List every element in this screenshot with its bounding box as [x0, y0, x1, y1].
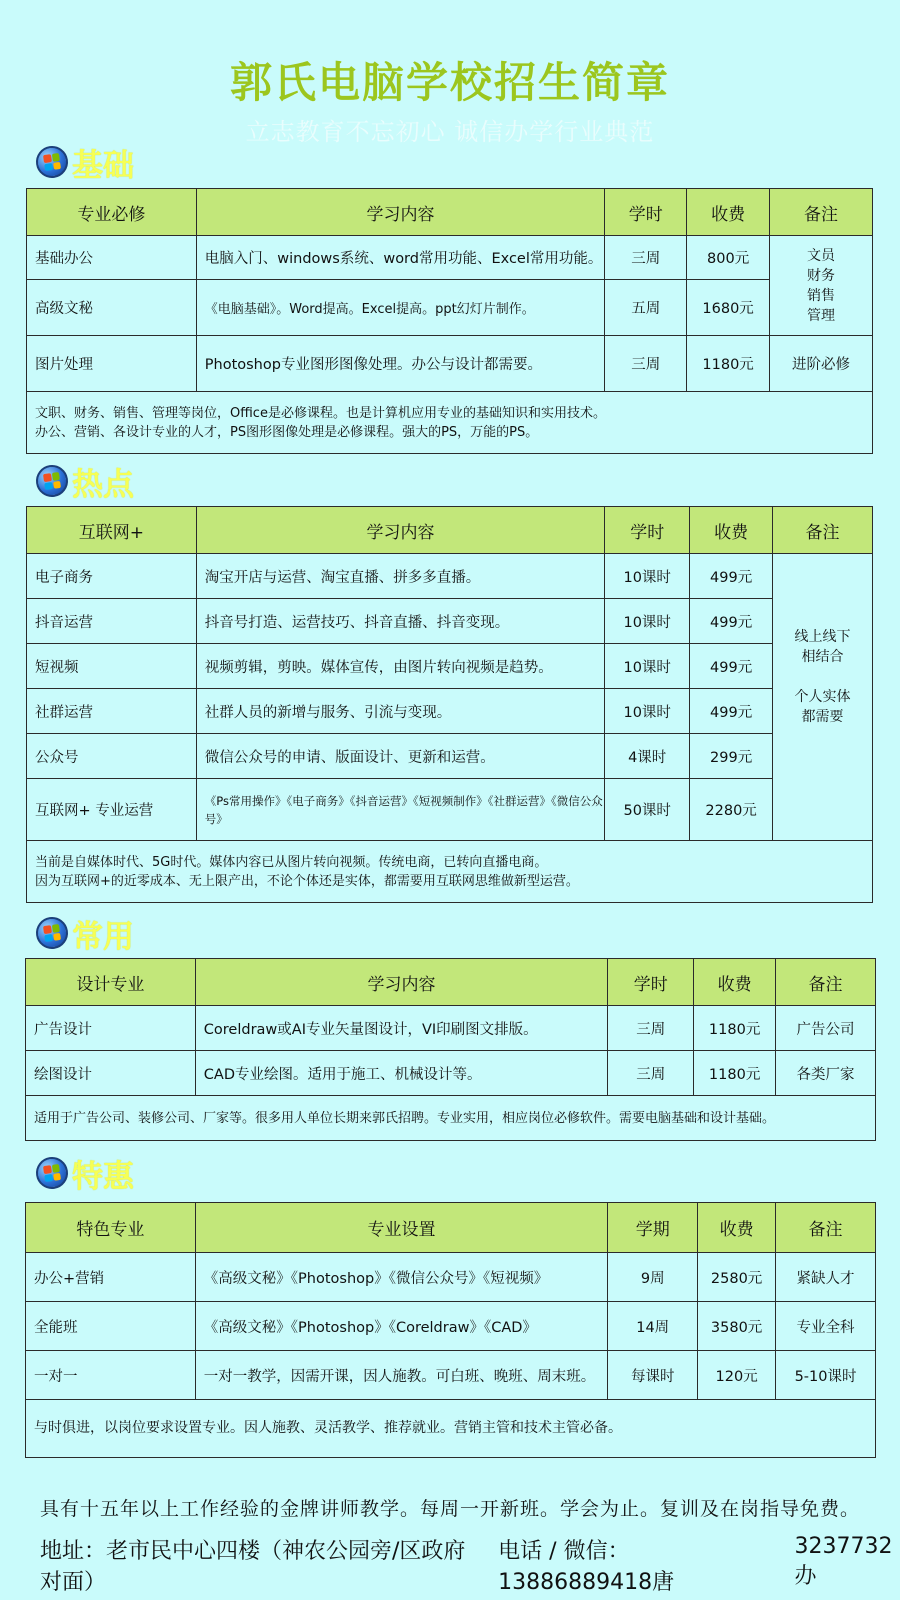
course-content: 《Ps常用操作》《电子商务》《抖音运营》《短视频制作》《社群运营》《微信公众号》 — [196, 779, 604, 841]
section-label: 特惠 — [72, 1158, 134, 1195]
remark-line: 线上线下 — [794, 629, 851, 645]
course-fee: 3580元 — [698, 1302, 776, 1351]
section-note — [26, 1400, 876, 1458]
table-header-row — [27, 507, 873, 554]
header-cell: 备注 — [770, 189, 873, 236]
remark-line: 管理 — [807, 307, 836, 324]
note-line: 因为互联网+的近零成本、无上限产出，不论个体还是实体，都需要用互联网思维做新型运营。 — [35, 873, 579, 889]
header-cell: 学期 — [608, 1203, 698, 1253]
course-content: 《高级文秘》《Photoshop》《Coreldraw》《CAD》 — [195, 1302, 608, 1351]
course-fee: 499元 — [690, 554, 773, 599]
course-hours: 10课时 — [605, 599, 690, 644]
remark-line: 相结合 — [801, 649, 844, 665]
note-line: 当前是自媒体时代、5G时代。媒体内容已从图片转向视频。传统电商，已转向直播电商。 — [35, 854, 548, 870]
note-line: 适用于广告公司、装修公司、厂家等。很多用人单位长期来郭氏招聘。专业实用，相应岗位必修软件。需要电脑基础和设计基础。 — [34, 1110, 776, 1126]
course-fee: 299元 — [690, 734, 773, 779]
course-content: Photoshop专业图形图像处理。办公与设计都需要。 — [196, 336, 605, 392]
note-row — [26, 1096, 876, 1141]
section-label: 热点 — [72, 466, 134, 503]
course-hours: 9周 — [608, 1253, 698, 1302]
course-remark — [773, 554, 873, 841]
course-content: 抖音号打造、运营技巧、抖音直播、抖音变现。 — [196, 599, 604, 644]
section-header-common — [36, 913, 134, 953]
course-hours: 10课时 — [605, 644, 690, 689]
course-remark: 紧缺人才 — [776, 1253, 876, 1302]
course-name: 公众号 — [27, 734, 197, 779]
table-row — [27, 779, 873, 841]
note-row — [26, 1400, 876, 1458]
remark-line: 财务 — [807, 267, 836, 284]
course-content: 《电脑基础》。Word提高。Excel提高。ppt幻灯片制作。 — [196, 280, 605, 336]
course-name: 抖音运营 — [27, 599, 197, 644]
course-name: 全能班 — [26, 1302, 196, 1351]
footer-office-phone: 3237732办 — [794, 1534, 893, 1589]
section-note — [27, 841, 873, 903]
remark-line: 文员 — [807, 247, 836, 264]
header-cell: 收费 — [690, 507, 773, 554]
footer-phone: 电话 / 微信：13886889418唐 — [498, 1539, 675, 1595]
header-cell: 专业设置 — [195, 1203, 608, 1253]
course-name: 办公+营销 — [26, 1253, 196, 1302]
course-fee: 1180元 — [694, 1006, 776, 1051]
header-cell: 学习内容 — [195, 959, 608, 1006]
course-name: 基础办公 — [27, 236, 197, 280]
course-name: 互联网+ 专业运营 — [27, 779, 197, 841]
header-cell: 设计专业 — [26, 959, 196, 1006]
table-row — [27, 554, 873, 599]
footer-contact — [40, 1534, 900, 1596]
course-fee: 2280元 — [690, 779, 773, 841]
note-row — [27, 841, 873, 903]
course-table-hot — [26, 506, 873, 903]
course-name: 图片处理 — [27, 336, 197, 392]
course-fee: 2580元 — [698, 1253, 776, 1302]
table-row — [27, 336, 873, 392]
course-name: 高级文秘 — [27, 280, 197, 336]
page-title: 郭氏电脑学校招生简章 — [229, 58, 670, 107]
course-name: 一对一 — [26, 1351, 196, 1400]
course-table-common — [25, 958, 876, 1141]
header-cell: 学习内容 — [196, 189, 605, 236]
course-remark: 5-10课时 — [776, 1351, 876, 1400]
header-cell: 学时 — [605, 507, 690, 554]
note-row — [27, 392, 873, 454]
header-cell: 学习内容 — [196, 507, 604, 554]
course-hours: 14周 — [608, 1302, 698, 1351]
course-content: Coreldraw或AI专业矢量图设计，VI印刷图文排版。 — [195, 1006, 608, 1051]
table-row — [27, 236, 873, 280]
table-row — [26, 1051, 876, 1096]
course-content: 电脑入门、windows系统、word常用功能、Excel常用功能。 — [196, 236, 605, 280]
table-header-row — [26, 1203, 876, 1253]
course-hours: 每课时 — [608, 1351, 698, 1400]
course-content: 微信公众号的申请、版面设计、更新和运营。 — [196, 734, 604, 779]
course-name: 社群运营 — [27, 689, 197, 734]
course-content: 《高级文秘》《Photoshop》《微信公众号》《短视频》 — [195, 1253, 608, 1302]
header-cell: 互联网+ — [27, 507, 197, 554]
note-line: 与时俱进，以岗位要求设置专业。因人施教、灵活教学、推荐就业。营销主管和技术主管必备。 — [34, 1420, 622, 1436]
course-hours: 三周 — [605, 336, 687, 392]
section-note — [27, 392, 873, 454]
section-header-basic — [36, 142, 134, 182]
windows-logo-icon — [34, 463, 70, 499]
course-remark — [770, 236, 873, 336]
windows-logo-icon — [34, 1155, 70, 1191]
header-cell: 收费 — [694, 959, 776, 1006]
course-content: CAD专业绘图。适用于施工、机械设计等。 — [195, 1051, 608, 1096]
course-fee: 1180元 — [687, 336, 770, 392]
table-row — [27, 599, 873, 644]
windows-logo-icon — [34, 144, 70, 180]
section-label: 基础 — [72, 147, 134, 184]
course-fee: 499元 — [690, 599, 773, 644]
header-cell: 收费 — [687, 189, 770, 236]
table-header-row — [26, 959, 876, 1006]
course-fee: 499元 — [690, 689, 773, 734]
table-row — [27, 280, 873, 336]
course-fee: 1180元 — [694, 1051, 776, 1096]
course-fee: 1680元 — [687, 280, 770, 336]
course-hours: 三周 — [608, 1006, 694, 1051]
footer-address: 地址：老市民中心四楼（神农公园旁/区政府对面） — [40, 1539, 466, 1595]
header-cell: 备注 — [776, 1203, 876, 1253]
table-row — [26, 1006, 876, 1051]
table-header-row — [27, 189, 873, 236]
remark-line — [773, 667, 872, 687]
table-row — [26, 1302, 876, 1351]
course-table-special — [25, 1202, 876, 1458]
header-cell: 收费 — [698, 1203, 776, 1253]
footer-slogan: 具有十五年以上工作经验的金牌讲师教学。每周一开新班。学会为止。复训及在岗指导免费。 — [40, 1498, 861, 1520]
course-content: 淘宝开店与运营、淘宝直播、拼多多直播。 — [196, 554, 604, 599]
header-cell: 特色专业 — [26, 1203, 196, 1253]
section-label: 常用 — [72, 918, 134, 955]
section-note — [26, 1096, 876, 1141]
table-row — [26, 1253, 876, 1302]
header-cell: 备注 — [773, 507, 873, 554]
course-remark: 各类厂家 — [776, 1051, 876, 1096]
course-hours: 三周 — [605, 236, 687, 280]
remark-line: 都需要 — [801, 709, 844, 725]
course-table-basic — [26, 188, 873, 454]
header-cell: 备注 — [776, 959, 876, 1006]
course-hours: 三周 — [608, 1051, 694, 1096]
note-line: 办公、营销、各设计专业的人才，PS图形图像处理是必修课程。强大的PS，万能的PS。 — [35, 424, 539, 440]
course-name: 广告设计 — [26, 1006, 196, 1051]
table-row — [27, 689, 873, 734]
course-hours: 50课时 — [605, 779, 690, 841]
page-subtitle: 立志教育不忘初心 诚信办学行业典范 — [245, 118, 655, 146]
course-content: 视频剪辑，剪映。媒体宣传，由图片转向视频是趋势。 — [196, 644, 604, 689]
header-cell: 学时 — [608, 959, 694, 1006]
section-header-special — [36, 1153, 134, 1193]
remark-line: 个人实体 — [794, 689, 851, 705]
course-content: 社群人员的新增与服务、引流与变现。 — [196, 689, 604, 734]
course-hours: 五周 — [605, 280, 687, 336]
course-fee: 499元 — [690, 644, 773, 689]
windows-logo-icon — [34, 915, 70, 951]
course-fee: 120元 — [698, 1351, 776, 1400]
header-cell: 专业必修 — [27, 189, 197, 236]
course-name: 绘图设计 — [26, 1051, 196, 1096]
table-row — [27, 734, 873, 779]
course-remark: 广告公司 — [776, 1006, 876, 1051]
table-row — [26, 1351, 876, 1400]
course-name: 短视频 — [27, 644, 197, 689]
course-hours: 10课时 — [605, 689, 690, 734]
course-content: 一对一教学，因需开课，因人施教。可白班、晚班、周末班。 — [195, 1351, 608, 1400]
course-remark: 进阶必修 — [770, 336, 873, 392]
course-hours: 4课时 — [605, 734, 690, 779]
course-remark: 专业全科 — [776, 1302, 876, 1351]
course-name: 电子商务 — [27, 554, 197, 599]
course-hours: 10课时 — [605, 554, 690, 599]
course-fee: 800元 — [687, 236, 770, 280]
note-line: 文职、财务、销售、管理等岗位，Office是必修课程。也是计算机应用专业的基础知识和实用技术。 — [35, 405, 606, 421]
header-cell: 学时 — [605, 189, 687, 236]
table-row — [27, 644, 873, 689]
remark-line: 销售 — [807, 287, 836, 304]
section-header-hot — [36, 461, 134, 501]
